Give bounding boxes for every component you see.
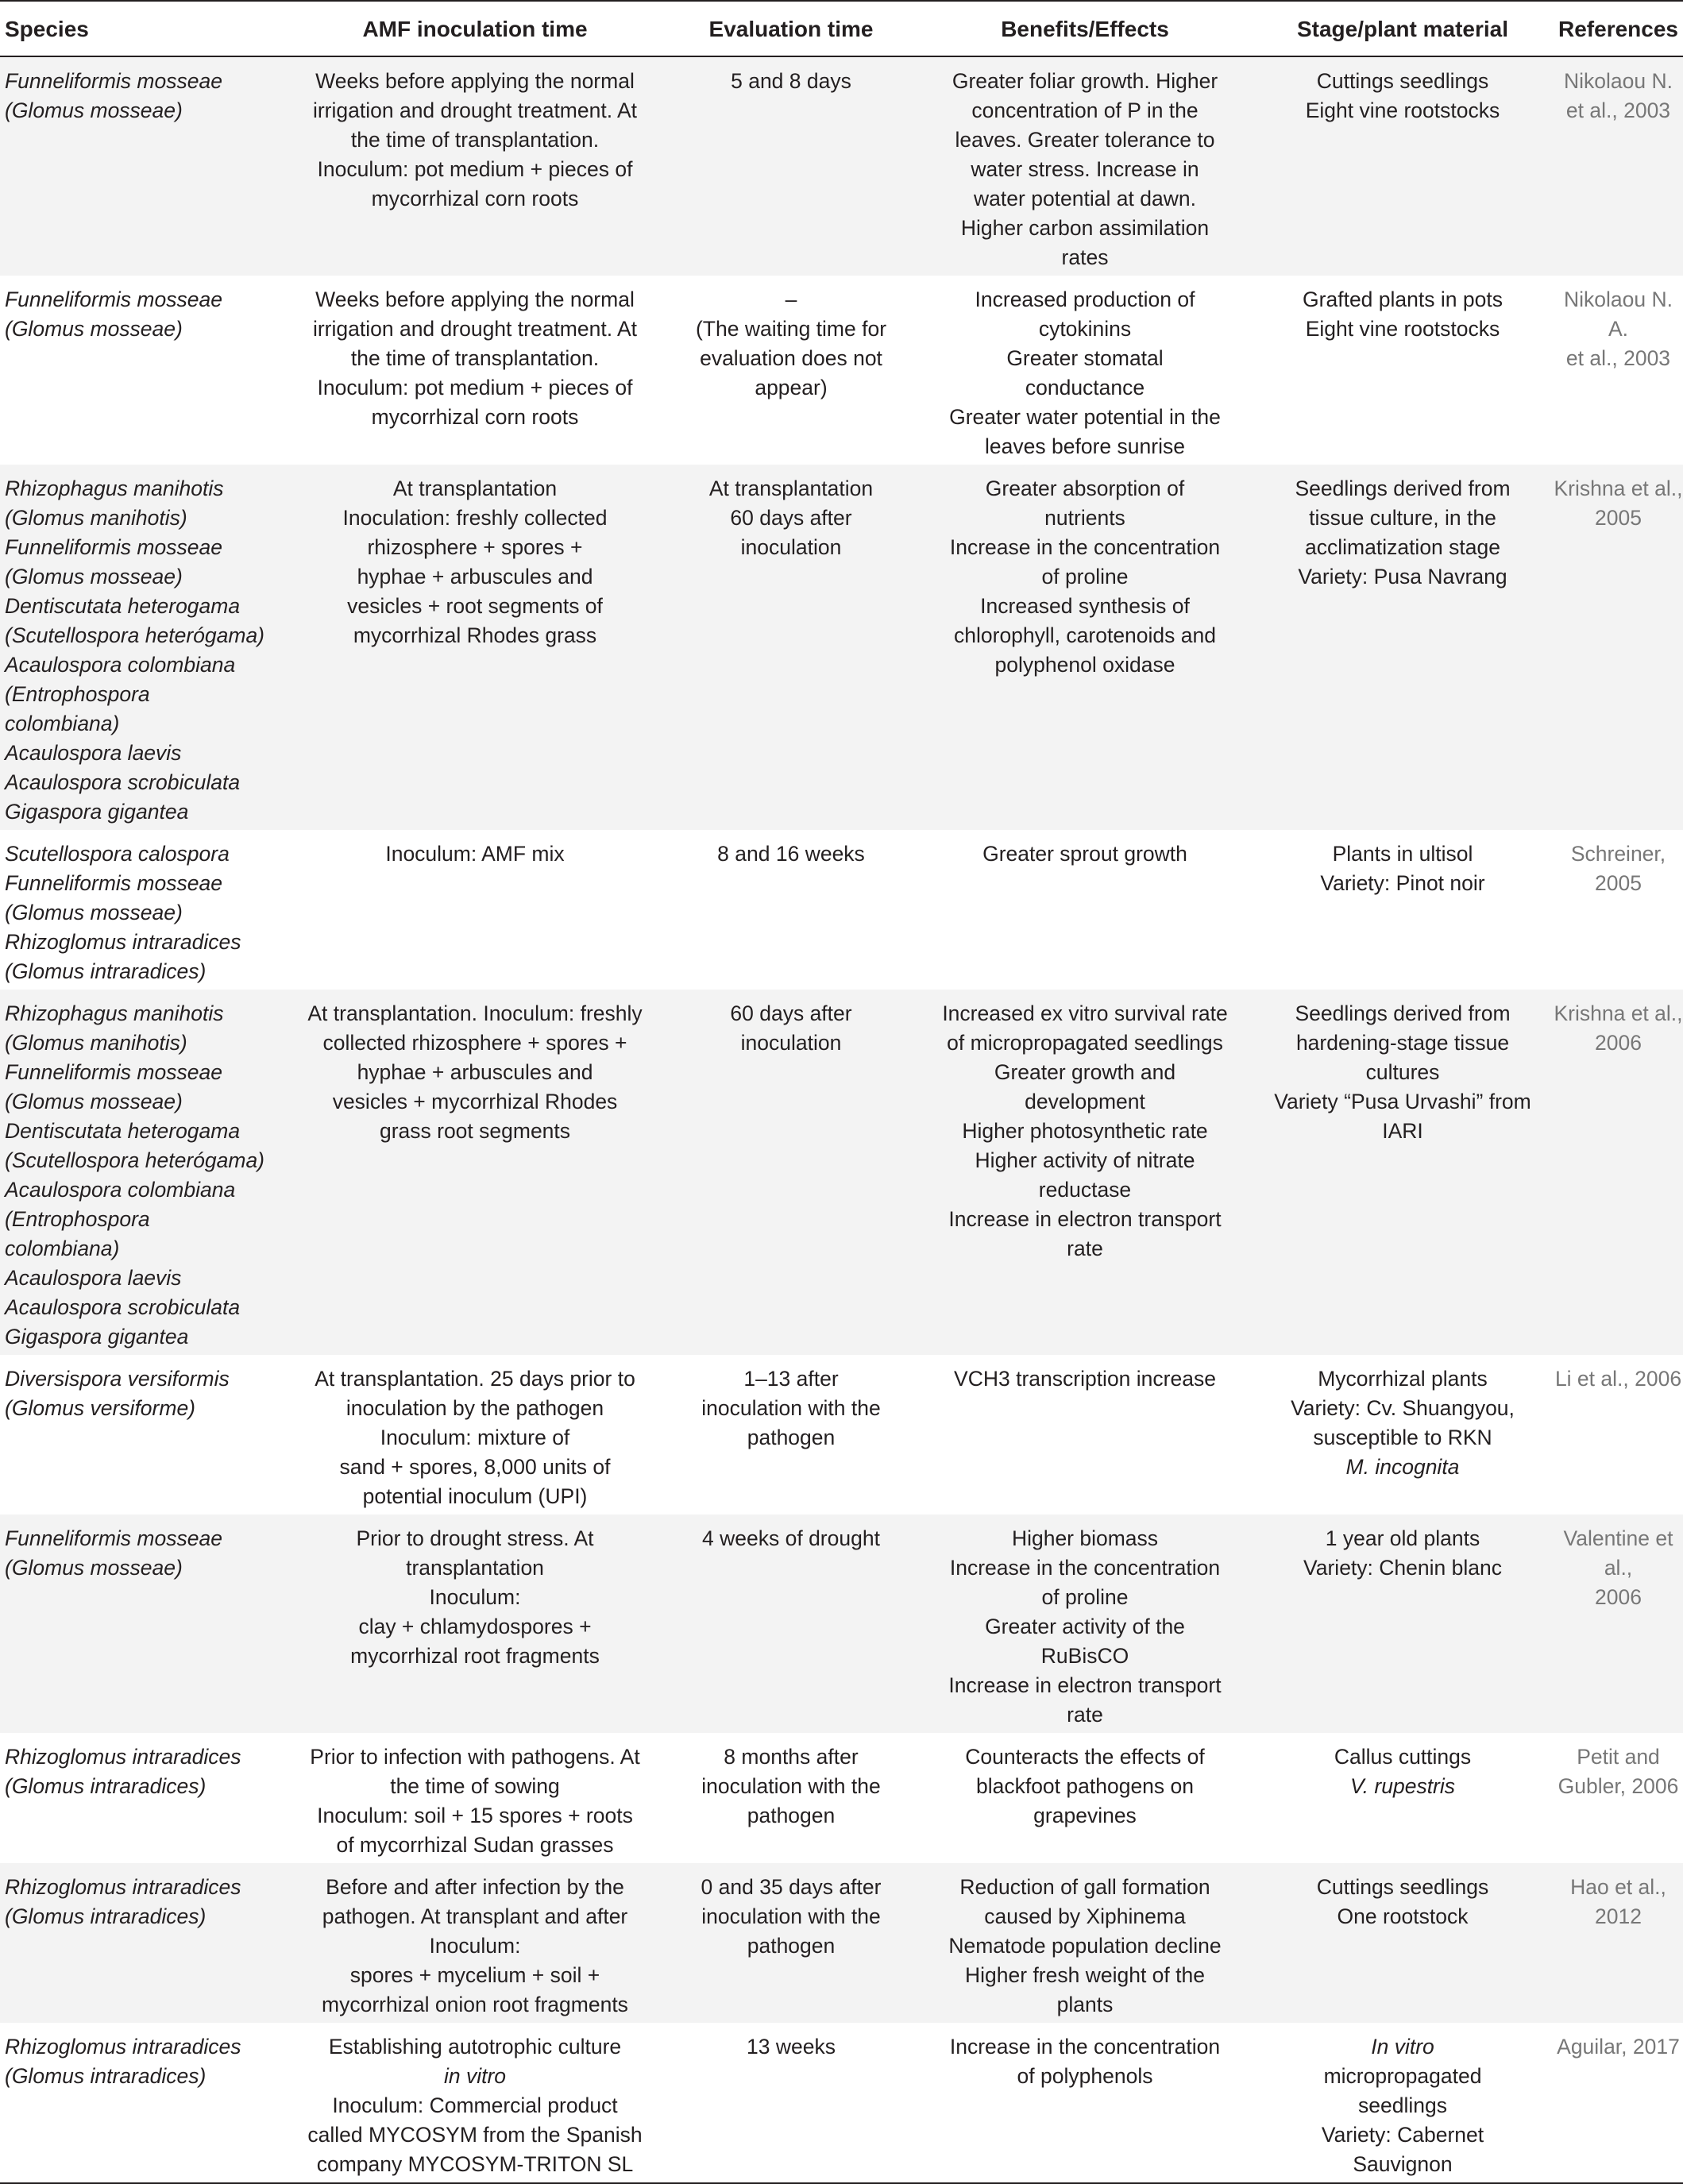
effects-line: Counteracts the effects of xyxy=(965,1745,1205,1769)
species-line: Rhizoglomus intraradices xyxy=(5,930,241,954)
effects-line: polyphenol oxidase xyxy=(994,653,1175,677)
cell-stage-plant-material xyxy=(1252,1355,1554,1515)
cell-reference xyxy=(1554,1355,1683,1515)
effects-line: Greater sprout growth xyxy=(982,842,1187,866)
evaluation-line: inoculation with the xyxy=(701,1774,881,1798)
evaluation-line: 4 weeks of drought xyxy=(702,1526,880,1550)
effects-line: RuBisCO xyxy=(1040,1644,1129,1668)
reference-line: Hao et al., 2012 xyxy=(1570,1875,1666,1928)
cell-benefits-effects xyxy=(918,830,1252,990)
effects-line: Greater absorption of xyxy=(985,477,1185,500)
evaluation-line: pathogen xyxy=(747,1804,836,1827)
effects-line: blackfoot pathogens on xyxy=(975,1774,1195,1798)
cell-stage-plant-material xyxy=(1252,1863,1554,2023)
inoculation-line: called MYCOSYM from the Spanish xyxy=(307,2123,643,2147)
effects-line: rates xyxy=(1061,245,1109,269)
cell-evaluation-time xyxy=(664,56,918,276)
cell-reference xyxy=(1554,276,1683,465)
header-benefits-effects: Benefits/Effects xyxy=(918,1,1252,56)
species-line: Dentiscutata heterogama xyxy=(5,1119,241,1143)
header-row xyxy=(0,1,1683,56)
cell-inoculation-time xyxy=(286,276,664,465)
stage-line: Sauvignon xyxy=(1353,2152,1453,2176)
cell-species xyxy=(0,56,286,276)
species-line: Acaulospora colombiana xyxy=(5,1178,236,1202)
cell-reference xyxy=(1554,1863,1683,2023)
effects-line: water potential at dawn. xyxy=(974,187,1196,210)
species-line: (Glomus mosseae) xyxy=(5,901,183,924)
cell-species xyxy=(0,1733,286,1863)
species-line: (Scutellospora heterógama) xyxy=(5,1148,265,1172)
evaluation-line: – xyxy=(785,287,797,311)
cell-evaluation-time xyxy=(664,1863,918,2023)
inoculation-line: vesicles + mycorrhizal Rhodes xyxy=(332,1090,618,1113)
stage-line: 1 year old plants xyxy=(1325,1526,1480,1550)
species-line: (Glomus manihotis) xyxy=(5,506,187,530)
evaluation-line: 8 and 16 weeks xyxy=(717,842,865,866)
inoculation-line: of mycorrhizal Sudan grasses xyxy=(336,1833,614,1857)
effects-line: Greater activity of the xyxy=(985,1615,1185,1638)
stage-line-italic: V. rupestris xyxy=(1349,1774,1456,1798)
species-line: (Glomus mosseae) xyxy=(5,565,183,588)
table-row xyxy=(0,56,1683,276)
table-header xyxy=(0,1,1683,56)
species-line: Acaulospora scrobiculata xyxy=(5,770,241,794)
effects-line: Increase in the concentration xyxy=(949,535,1221,559)
species-line: Scutellospora calospora xyxy=(5,842,230,866)
cell-benefits-effects xyxy=(918,1515,1252,1733)
evaluation-line: inoculation xyxy=(740,1031,842,1055)
evaluation-line: appear) xyxy=(755,376,828,399)
reference-line: Krishna et al., xyxy=(1554,477,1683,500)
stage-line: susceptible to RKN xyxy=(1313,1426,1492,1449)
cell-stage-plant-material xyxy=(1252,56,1554,276)
species-line: (Glomus versiforme) xyxy=(5,1396,196,1420)
inoculation-line: irrigation and drought treatment. At xyxy=(312,317,638,341)
inoculation-line: Inoculum: pot medium + pieces of xyxy=(317,157,633,181)
evaluation-line: At transplantation xyxy=(708,477,874,500)
species-line: (Glomus mosseae) xyxy=(5,1090,183,1113)
inoculation-line: clay + chlamydospores + xyxy=(358,1615,592,1638)
cell-evaluation-time xyxy=(664,990,918,1355)
evaluation-line: 13 weeks xyxy=(747,2035,836,2059)
cell-stage-plant-material xyxy=(1252,1515,1554,1733)
effects-line: of micropropagated seedlings xyxy=(947,1031,1223,1055)
species-line: colombiana) xyxy=(5,1237,120,1260)
cell-benefits-effects xyxy=(918,990,1252,1355)
effects-line: cytokinins xyxy=(1038,317,1132,341)
species-line: Rhizoglomus intraradices xyxy=(5,1745,241,1769)
evaluation-line: (The waiting time for xyxy=(695,317,887,341)
inoculation-line: At transplantation. Inoculum: freshly xyxy=(307,1001,643,1025)
species-line: (Glomus mosseae) xyxy=(5,317,183,341)
effects-line: Greater water potential in the xyxy=(949,405,1221,429)
stage-line: Variety “Pusa Urvashi” from xyxy=(1274,1090,1531,1113)
cell-inoculation-time xyxy=(286,56,664,276)
cell-stage-plant-material xyxy=(1252,465,1554,830)
cell-species xyxy=(0,1355,286,1515)
inoculation-line: vesicles + root segments of xyxy=(347,594,603,618)
species-line: Rhizophagus manihotis xyxy=(5,1001,224,1025)
table-row xyxy=(0,1863,1683,2023)
effects-line: rate xyxy=(1067,1237,1103,1260)
stage-line xyxy=(1258,2032,1547,2091)
inoculation-line: the time of sowing xyxy=(390,1774,560,1798)
cell-evaluation-time xyxy=(664,1355,918,1515)
cell-inoculation-time xyxy=(286,1733,664,1863)
inoculation-line: Prior to infection with pathogens. At xyxy=(310,1745,640,1769)
effects-line: concentration of P in the xyxy=(971,98,1199,122)
species-line: (Glomus manihotis) xyxy=(5,1031,187,1055)
inoculation-line: spores + mycelium + soil + xyxy=(349,1963,600,1987)
reference-line: 2005 xyxy=(1595,506,1642,530)
effects-line: Higher activity of nitrate xyxy=(975,1148,1195,1172)
header-stage-plant-material: Stage/plant material xyxy=(1252,1,1554,56)
inoculation-line: pathogen. At transplant and after xyxy=(322,1904,628,1928)
inoculation-line: the time of transplantation. xyxy=(350,346,600,370)
evaluation-line: inoculation with the xyxy=(701,1904,881,1928)
header-inoculation-time: AMF inoculation time xyxy=(286,1,664,56)
cell-stage-plant-material xyxy=(1252,830,1554,990)
inoculation-line: Inoculum: pot medium + pieces of xyxy=(317,376,633,399)
cell-evaluation-time xyxy=(664,465,918,830)
inoculation-line: irrigation and drought treatment. At xyxy=(312,98,638,122)
species-line: Rhizophagus manihotis xyxy=(5,477,224,500)
effects-line: plants xyxy=(1056,1993,1114,2016)
stage-line: tissue culture, in the xyxy=(1309,506,1496,530)
reference-line: 2006 xyxy=(1595,1585,1642,1609)
cell-species xyxy=(0,276,286,465)
evaluation-line: 0 and 35 days after xyxy=(701,1875,882,1899)
table-row xyxy=(0,276,1683,465)
cell-species xyxy=(0,1863,286,2023)
reference-line: Schreiner, 2005 xyxy=(1570,842,1666,895)
stage-line: hardening-stage tissue xyxy=(1295,1031,1510,1055)
cell-evaluation-time xyxy=(664,1733,918,1863)
table-row xyxy=(0,465,1683,830)
effects-line: Higher fresh weight of the xyxy=(965,1963,1205,1987)
species-line: Acaulospora scrobiculata xyxy=(5,1295,241,1319)
cell-stage-plant-material xyxy=(1252,1733,1554,1863)
reference-line: Nikolaou N. A. xyxy=(1564,287,1673,341)
effects-line: chlorophyll, carotenoids and xyxy=(954,623,1216,647)
inoculation-line: mycorrhizal Rhodes grass xyxy=(353,623,597,647)
inoculation-line: sand + spores, 8,000 units of xyxy=(339,1455,611,1479)
cell-benefits-effects xyxy=(918,1355,1252,1515)
effects-line: caused by Xiphinema xyxy=(984,1904,1186,1928)
cell-benefits-effects xyxy=(918,465,1252,830)
inoculation-line: Inoculation: freshly collected xyxy=(342,506,608,530)
species-line: Funneliformis mosseae xyxy=(5,69,222,93)
inoculation-line: Weeks before applying the normal xyxy=(315,69,635,93)
effects-line: Increase in electron transport xyxy=(948,1673,1222,1697)
stage-line: Variety: Cabernet xyxy=(1321,2123,1484,2147)
inoculation-line: Inoculum: AMF mix xyxy=(385,842,565,866)
reference-line: Aguilar, 2017 xyxy=(1557,2035,1680,2059)
stage-italic: In vitro xyxy=(1371,2035,1434,2059)
inoculation-line: mycorrhizal onion root fragments xyxy=(322,1993,628,2016)
inoculation-line: mycorrhizal corn roots xyxy=(371,187,579,210)
evaluation-line: 60 days after xyxy=(730,1001,852,1025)
stage-line: Callus cuttings xyxy=(1334,1745,1472,1769)
stage-line: Cuttings seedlings xyxy=(1316,69,1489,93)
effects-line: Increased ex vitro survival rate xyxy=(942,1001,1228,1025)
species-line: Funneliformis mosseae xyxy=(5,1060,222,1084)
effects-line: Increase in the concentration xyxy=(949,2035,1221,2059)
effects-line: of polyphenols xyxy=(1017,2064,1153,2088)
cell-species xyxy=(0,1515,286,1733)
cell-benefits-effects xyxy=(918,276,1252,465)
reference-line: Valentine et al., xyxy=(1563,1526,1673,1580)
effects-line: leaves. Greater tolerance to xyxy=(955,128,1215,152)
species-line: (Glomus intraradices) xyxy=(5,1904,207,1928)
inoculation-line: inoculation by the pathogen xyxy=(345,1396,604,1420)
table-row xyxy=(0,1515,1683,1733)
cell-benefits-effects xyxy=(918,56,1252,276)
evaluation-line: pathogen xyxy=(747,1934,836,1958)
evaluation-line: 1–13 after xyxy=(743,1367,839,1391)
inoculation-line: mycorrhizal corn roots xyxy=(371,405,579,429)
effects-line: leaves before sunrise xyxy=(985,434,1185,458)
cell-reference xyxy=(1554,830,1683,990)
stage-line: Variety: Chenin blanc xyxy=(1303,1556,1502,1580)
effects-line: Increase in the concentration xyxy=(949,1556,1221,1580)
stage-line: Variety: Pinot noir xyxy=(1320,871,1485,895)
species-line: Acaulospora laevis xyxy=(5,1266,182,1290)
species-line: (Glomus intraradices) xyxy=(5,1774,207,1798)
species-line: (Scutellospora heterógama) xyxy=(5,623,265,647)
effects-line: grapevines xyxy=(1033,1804,1137,1827)
inoculation-line-italic: in vitro xyxy=(443,2064,507,2088)
stage-line: seedlings xyxy=(1358,2093,1447,2117)
species-line: Acaulospora laevis xyxy=(5,741,182,765)
evaluation-line: inoculation xyxy=(740,535,842,559)
cell-reference xyxy=(1554,1733,1683,1863)
species-line: (Glomus mosseae) xyxy=(5,98,183,122)
effects-line: rate xyxy=(1067,1703,1103,1727)
table-row xyxy=(0,990,1683,1355)
reference-line: Petit and xyxy=(1577,1745,1660,1769)
inoculation-line: Inoculum: xyxy=(429,1934,521,1958)
effects-line: of proline xyxy=(1041,565,1129,588)
inoculation-line: At transplantation xyxy=(392,477,558,500)
cell-inoculation-time xyxy=(286,830,664,990)
species-line: Rhizoglomus intraradices xyxy=(5,1875,241,1899)
reference-line: Krishna et al., xyxy=(1554,1001,1683,1025)
stage-line: cultures xyxy=(1365,1060,1440,1084)
table-row xyxy=(0,1355,1683,1515)
inoculation-line: rhizosphere + spores + xyxy=(367,535,583,559)
table-row xyxy=(0,1733,1683,1863)
effects-line: Increase in electron transport xyxy=(948,1207,1222,1231)
table-body xyxy=(0,56,1683,2183)
effects-line: Nematode population decline xyxy=(948,1934,1222,1958)
cell-stage-plant-material xyxy=(1252,2023,1554,2183)
effects-line: conductance xyxy=(1025,376,1145,399)
species-line: (Glomus intraradices) xyxy=(5,959,207,983)
effects-line: Greater growth and xyxy=(994,1060,1176,1084)
stage-line: Cuttings seedlings xyxy=(1316,1875,1489,1899)
cell-inoculation-time xyxy=(286,990,664,1355)
stage-line: Mycorrhizal plants xyxy=(1318,1367,1488,1391)
stage-line: Variety: Pusa Navrang xyxy=(1298,565,1507,588)
inoculation-line: transplantation xyxy=(406,1556,544,1580)
cell-species xyxy=(0,465,286,830)
stage-line: IARI xyxy=(1382,1119,1423,1143)
inoculation-line: company MYCOSYM-TRITON SL xyxy=(316,2152,634,2176)
table-row xyxy=(0,830,1683,990)
effects-line: Reduction of gall formation xyxy=(959,1875,1210,1899)
inoculation-line: Establishing autotrophic culture xyxy=(328,2035,622,2059)
effects-line: Higher photosynthetic rate xyxy=(962,1119,1208,1143)
stage-line: One rootstock xyxy=(1337,1904,1469,1928)
species-line: Gigaspora gigantea xyxy=(5,800,189,824)
cell-benefits-effects xyxy=(918,1863,1252,2023)
inoculation-line: grass root segments xyxy=(379,1119,571,1143)
inoculation-line: mycorrhizal root fragments xyxy=(350,1644,600,1668)
effects-line: VCH3 transcription increase xyxy=(954,1367,1216,1391)
effects-line: Increased production of xyxy=(975,287,1195,311)
header-evaluation-time: Evaluation time xyxy=(664,1,918,56)
cell-inoculation-time xyxy=(286,1355,664,1515)
cell-benefits-effects xyxy=(918,1733,1252,1863)
cell-reference xyxy=(1554,2023,1683,2183)
species-line: Funneliformis mosseae xyxy=(5,1526,222,1550)
reference-line: et al., 2003 xyxy=(1565,346,1671,370)
effects-line: Higher carbon assimilation xyxy=(960,216,1210,240)
species-line: (Entrophospora xyxy=(5,1207,150,1231)
species-line: Funneliformis mosseae xyxy=(5,287,222,311)
inoculation-line: potential inoculum (UPI) xyxy=(362,1484,588,1508)
species-line: Funneliformis mosseae xyxy=(5,871,222,895)
reference-line: 2006 xyxy=(1595,1031,1642,1055)
evaluation-line: 8 months after xyxy=(724,1745,859,1769)
header-species: Species xyxy=(0,1,286,56)
cell-stage-plant-material xyxy=(1252,990,1554,1355)
evaluation-line: pathogen xyxy=(747,1426,836,1449)
inoculation-line: Prior to drought stress. At xyxy=(356,1526,594,1550)
species-line: colombiana) xyxy=(5,712,120,735)
table-row xyxy=(0,2023,1683,2183)
stage-text: micropropagated xyxy=(1323,2064,1482,2088)
effects-line: development xyxy=(1025,1090,1145,1113)
cell-reference xyxy=(1554,465,1683,830)
reference-line: Gubler, 2006 xyxy=(1558,1774,1679,1798)
evaluation-line: 60 days after xyxy=(730,506,852,530)
cell-evaluation-time xyxy=(664,276,918,465)
inoculation-line: hyphae + arbuscules and xyxy=(357,1060,593,1084)
cell-inoculation-time xyxy=(286,1515,664,1733)
inoculation-line: Before and after infection by the xyxy=(326,1875,624,1899)
cell-evaluation-time xyxy=(664,1515,918,1733)
reference-line: Nikolaou N. xyxy=(1564,69,1673,93)
effects-line: reductase xyxy=(1038,1178,1132,1202)
cell-inoculation-time xyxy=(286,2023,664,2183)
species-line: (Entrophospora xyxy=(5,682,150,706)
reference-line: et al., 2003 xyxy=(1565,98,1671,122)
cell-reference xyxy=(1554,990,1683,1355)
species-line: (Glomus intraradices) xyxy=(5,2064,207,2088)
cell-stage-plant-material xyxy=(1252,276,1554,465)
effects-line: nutrients xyxy=(1044,506,1125,530)
inoculation-line: At transplantation. 25 days prior to xyxy=(315,1367,635,1391)
effects-line: of proline xyxy=(1041,1585,1129,1609)
effects-line: water stress. Increase in xyxy=(971,157,1199,181)
stage-line: Seedlings derived from xyxy=(1295,1001,1511,1025)
species-line: Diversispora versiformis xyxy=(5,1367,230,1391)
inoculation-line: Inoculum: xyxy=(429,1585,521,1609)
stage-line: Variety: Cv. Shuangyou, xyxy=(1291,1396,1515,1420)
cell-inoculation-time xyxy=(286,465,664,830)
cell-reference xyxy=(1554,56,1683,276)
effects-line: Greater foliar growth. Higher xyxy=(952,69,1218,93)
stage-line: Plants in ultisol xyxy=(1332,842,1473,866)
inoculation-line: Inoculum: Commercial product xyxy=(332,2093,618,2117)
stage-line: acclimatization stage xyxy=(1305,535,1500,559)
cell-species xyxy=(0,830,286,990)
species-line: (Glomus mosseae) xyxy=(5,1556,183,1580)
species-line: Rhizoglomus intraradices xyxy=(5,2035,241,2059)
header-references: References xyxy=(1554,1,1683,56)
species-line: Funneliformis mosseae xyxy=(5,535,222,559)
inoculation-line: Inoculum: mixture of xyxy=(380,1426,570,1449)
inoculation-line: collected rhizosphere + spores + xyxy=(322,1031,627,1055)
effects-line: Greater stomatal xyxy=(1006,346,1164,370)
inoculation-line: hyphae + arbuscules and xyxy=(357,565,593,588)
inoculation-line: Inoculum: soil + 15 spores + roots xyxy=(317,1804,633,1827)
stage-line: Grafted plants in pots xyxy=(1303,287,1503,311)
cell-species xyxy=(0,2023,286,2183)
cell-benefits-effects xyxy=(918,2023,1252,2183)
effects-line: Increased synthesis of xyxy=(980,594,1190,618)
stage-line-italic: M. incognita xyxy=(1345,1455,1460,1479)
effects-line: Higher biomass xyxy=(1011,1526,1159,1550)
inoculation-line: the time of transplantation. xyxy=(350,128,600,152)
cell-inoculation-time xyxy=(286,1863,664,2023)
species-line: Dentiscutata heterogama xyxy=(5,594,241,618)
species-line: Gigaspora gigantea xyxy=(5,1325,189,1349)
inoculation-line: Weeks before applying the normal xyxy=(315,287,635,311)
cell-evaluation-time xyxy=(664,830,918,990)
evaluation-line: inoculation with the xyxy=(701,1396,881,1420)
cell-species xyxy=(0,990,286,1355)
stage-line: Eight vine rootstocks xyxy=(1305,317,1500,341)
cell-evaluation-time xyxy=(664,2023,918,2183)
stage-line: Eight vine rootstocks xyxy=(1305,98,1500,122)
stage-line: Seedlings derived from xyxy=(1295,477,1511,500)
reference-line: Li et al., 2006 xyxy=(1554,1367,1682,1391)
evaluation-line: evaluation does not xyxy=(700,346,882,370)
evaluation-line: 5 and 8 days xyxy=(731,69,851,93)
cell-reference xyxy=(1554,1515,1683,1733)
species-line: Acaulospora colombiana xyxy=(5,653,236,677)
